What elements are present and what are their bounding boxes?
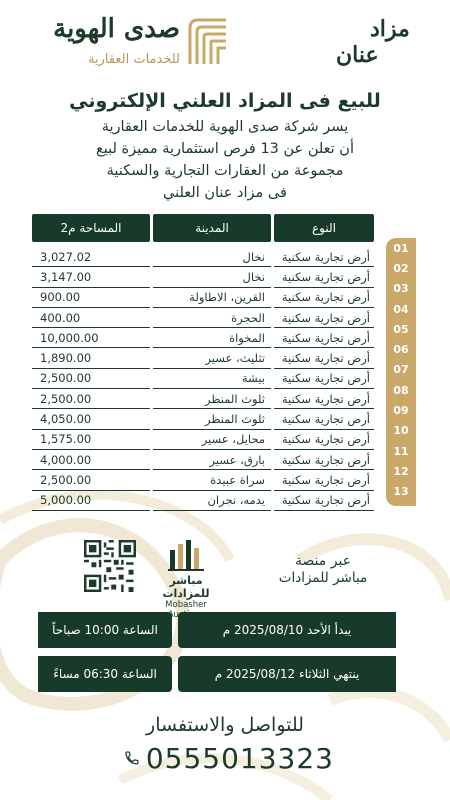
- cell-area: 4,000.00: [32, 450, 150, 470]
- cell-area: 3,027.02: [32, 247, 150, 267]
- table-row: [32, 308, 374, 328]
- company-logo: [20, 14, 230, 70]
- cell-city: سراة عبيدة: [153, 470, 271, 490]
- cell-city: نخال: [153, 247, 271, 267]
- row-number: 03: [393, 282, 409, 296]
- cell-city: تثليث، عسير: [153, 348, 271, 368]
- row-number: 09: [393, 404, 409, 418]
- row-numbers: [386, 238, 416, 506]
- start-date-box: يبدأ الأحد 2025/08/10 م: [178, 612, 396, 648]
- row-number: 02: [393, 261, 409, 275]
- auction-logo: [318, 14, 418, 74]
- cell-type: أرض تجارية سكنية: [274, 267, 374, 287]
- cell-type: أرض تجارية سكنية: [274, 389, 374, 409]
- header-area: المساحة م2: [32, 214, 150, 242]
- header: [0, 0, 450, 80]
- mobasher-logo-ar: مباشر للمزادات: [162, 574, 210, 600]
- end-time-box: الساعة 06:30 مساءً: [38, 656, 172, 692]
- cell-area: 3,147.00: [32, 267, 150, 287]
- cell-type: أرض تجارية سكنية: [274, 288, 374, 308]
- cell-city: ثلوث المنظر: [153, 389, 271, 409]
- cell-type: أرض تجارية سكنية: [274, 308, 374, 328]
- qr-code[interactable]: [84, 540, 136, 592]
- contact-label: للتواصل والاستفسار: [146, 714, 304, 736]
- cell-city: محايل، عسير: [153, 430, 271, 450]
- auction-logo-text-2: عنان: [336, 42, 379, 68]
- cell-city: نخال: [153, 267, 271, 287]
- cell-type: أرض تجارية سكنية: [274, 450, 374, 470]
- row-number: 13: [393, 485, 409, 499]
- phone-number[interactable]: [124, 738, 334, 778]
- cell-area: 1,890.00: [32, 348, 150, 368]
- cell-city: يدمه، نجران: [153, 491, 271, 511]
- end-date-box: ينتهي الثلاثاء 2025/08/12 م: [178, 656, 396, 692]
- cell-type: أرض تجارية سكنية: [274, 491, 374, 511]
- row-number: 08: [393, 383, 409, 397]
- header-type: النوع: [274, 214, 374, 242]
- cell-area: 10,000.00: [32, 328, 150, 348]
- cell-type: أرض تجارية سكنية: [274, 470, 374, 490]
- header-city: المدينة: [153, 214, 271, 242]
- table-header: [32, 214, 374, 242]
- cell-city: الحجرة: [153, 308, 271, 328]
- announcement-title: للبيع فى المزاد العلني الإلكتروني: [69, 90, 381, 112]
- table-row: [32, 369, 374, 389]
- platform-line-2: مباشر للمزادات: [278, 570, 368, 586]
- cell-area: 400.00: [32, 308, 150, 328]
- phone-number-text: 0555013323: [145, 741, 334, 775]
- row-number: 10: [393, 424, 409, 438]
- cell-type: أرض تجارية سكنية: [274, 409, 374, 429]
- phone-icon: [124, 746, 140, 770]
- cell-city: بيشة: [153, 369, 271, 389]
- company-tagline: للخدمات العقارية: [87, 52, 180, 67]
- table-row: [32, 288, 374, 308]
- platform-info: [258, 553, 388, 586]
- cell-type: أرض تجارية سكنية: [274, 247, 374, 267]
- cell-area: 4,050.00: [32, 409, 150, 429]
- table-row: [32, 389, 374, 409]
- cell-area: 5,000.00: [32, 491, 150, 511]
- company-name: صدى الهوية: [53, 14, 180, 44]
- row-number: 01: [393, 241, 409, 255]
- row-number: 11: [393, 444, 409, 458]
- cell-type: أرض تجارية سكنية: [274, 348, 374, 368]
- cell-type: أرض تجارية سكنية: [274, 328, 374, 348]
- cell-city: بارق، عسير: [153, 450, 271, 470]
- mobasher-logo: [146, 540, 226, 610]
- table-row: [32, 450, 374, 470]
- row-number: 12: [393, 464, 409, 478]
- properties-table: [32, 214, 374, 511]
- row-number: 05: [393, 322, 409, 336]
- cell-city: ثلوث المنظر: [153, 409, 271, 429]
- row-number: 04: [393, 302, 409, 316]
- cell-city: المخواة: [153, 328, 271, 348]
- auction-logo-text-1: مزاد: [370, 16, 410, 42]
- mobasher-logo-en: Mobasher: [165, 600, 207, 610]
- table-row: [32, 430, 374, 450]
- table-row: [32, 328, 374, 348]
- cell-city: القرين، الاطاولة: [153, 288, 271, 308]
- announcement: [30, 88, 420, 204]
- row-number: 07: [393, 363, 409, 377]
- company-emblem-icon: [188, 18, 228, 66]
- cell-type: أرض تجارية سكنية: [274, 369, 374, 389]
- announcement-line: أن تعلن عن 13 فرص استثمارية مميزة لبيع: [96, 141, 354, 157]
- table-row: [32, 409, 374, 429]
- table-row: [32, 348, 374, 368]
- table-row: [32, 247, 374, 267]
- cell-area: 1,575.00: [32, 430, 150, 450]
- announcement-line: فى مزاد عنان العلني: [163, 185, 287, 201]
- table-row: [32, 267, 374, 287]
- announcement-line: مجموعة من العقارات التجارية والسكنية: [106, 163, 344, 179]
- table-row: [32, 470, 374, 490]
- table-row: [32, 491, 374, 511]
- cell-area: 2,500.00: [32, 470, 150, 490]
- mobasher-emblem-icon: [168, 540, 204, 572]
- start-time-box: الساعة 10:00 صباحاً: [38, 612, 172, 648]
- cell-area: 2,500.00: [32, 389, 150, 409]
- table-body: [32, 247, 374, 511]
- announcement-line: يسر شركة صدى الهوية للخدمات العقارية: [101, 119, 349, 135]
- cell-area: 900.00: [32, 288, 150, 308]
- cell-type: أرض تجارية سكنية: [274, 430, 374, 450]
- row-number: 06: [393, 343, 409, 357]
- announcement-body: [30, 116, 420, 204]
- cell-area: 2,500.00: [32, 369, 150, 389]
- platform-line-1: عبر منصة: [294, 553, 352, 569]
